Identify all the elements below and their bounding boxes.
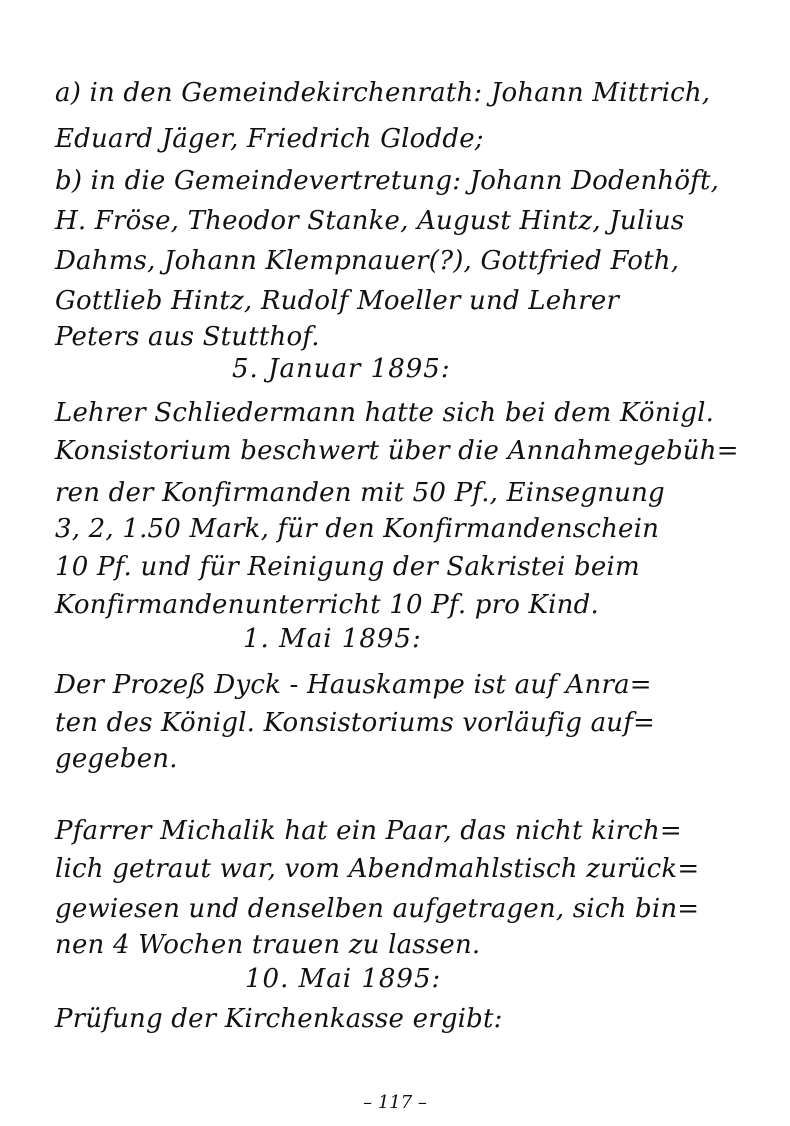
- text-line: Lehrer Schliedermann hatte sich bei dem Königl.: [55, 398, 715, 428]
- text-line: Der Prozeß Dyck - Hauskampe ist auf Anra=: [55, 670, 652, 700]
- page-number: – 117 –: [363, 1092, 427, 1113]
- text-line: H. Fröse, Theodor Stanke, August Hintz, Julius: [55, 206, 685, 236]
- text-line: ten des Königl. Konsistoriums vorläufig auf=: [55, 708, 656, 738]
- text-line: Prüfung der Kirchenkasse ergibt:: [55, 1004, 503, 1034]
- text-line: gewiesen und denselben aufgetragen, sich bin=: [55, 894, 700, 924]
- date-heading: 1. Mai 1895:: [243, 624, 422, 654]
- text-line: lich getraut war, vom Abendmahlstisch zurück=: [55, 854, 700, 884]
- text-line: Peters aus Stutthof.: [55, 322, 320, 352]
- text-line: Eduard Jäger, Friedrich Glodde;: [55, 124, 484, 154]
- text-line: ren der Konfirmanden mit 50 Pf., Einsegnung: [55, 478, 665, 508]
- text-line: 3, 2, 1.50 Mark, für den Konfirmandenschein: [55, 514, 660, 544]
- text-line: b) in die Gemeindevertretung: Johann Dodenhöft,: [55, 166, 720, 196]
- text-line: a) in den Gemeindekirchenrath: Johann Mittrich,: [55, 78, 711, 108]
- text-line: Gottlieb Hintz, Rudolf Moeller und Lehrer: [55, 286, 620, 316]
- date-heading: 5. Januar 1895:: [232, 354, 451, 384]
- text-line: Pfarrer Michalik hat ein Paar, das nicht kirch=: [55, 816, 682, 846]
- text-line: Konfirmandenunterricht 10 Pf. pro Kind.: [55, 590, 599, 620]
- text-line: Dahms, Johann Klempnauer(?), Gottfried Foth,: [55, 246, 680, 276]
- date-heading: 10. Mai 1895:: [245, 964, 442, 994]
- text-line: nen 4 Wochen trauen zu lassen.: [55, 930, 481, 960]
- text-line: 10 Pf. und für Reinigung der Sakristei beim: [55, 552, 640, 582]
- text-line: Konsistorium beschwert über die Annahmegebüh=: [55, 436, 739, 466]
- text-line: gegeben.: [55, 744, 178, 774]
